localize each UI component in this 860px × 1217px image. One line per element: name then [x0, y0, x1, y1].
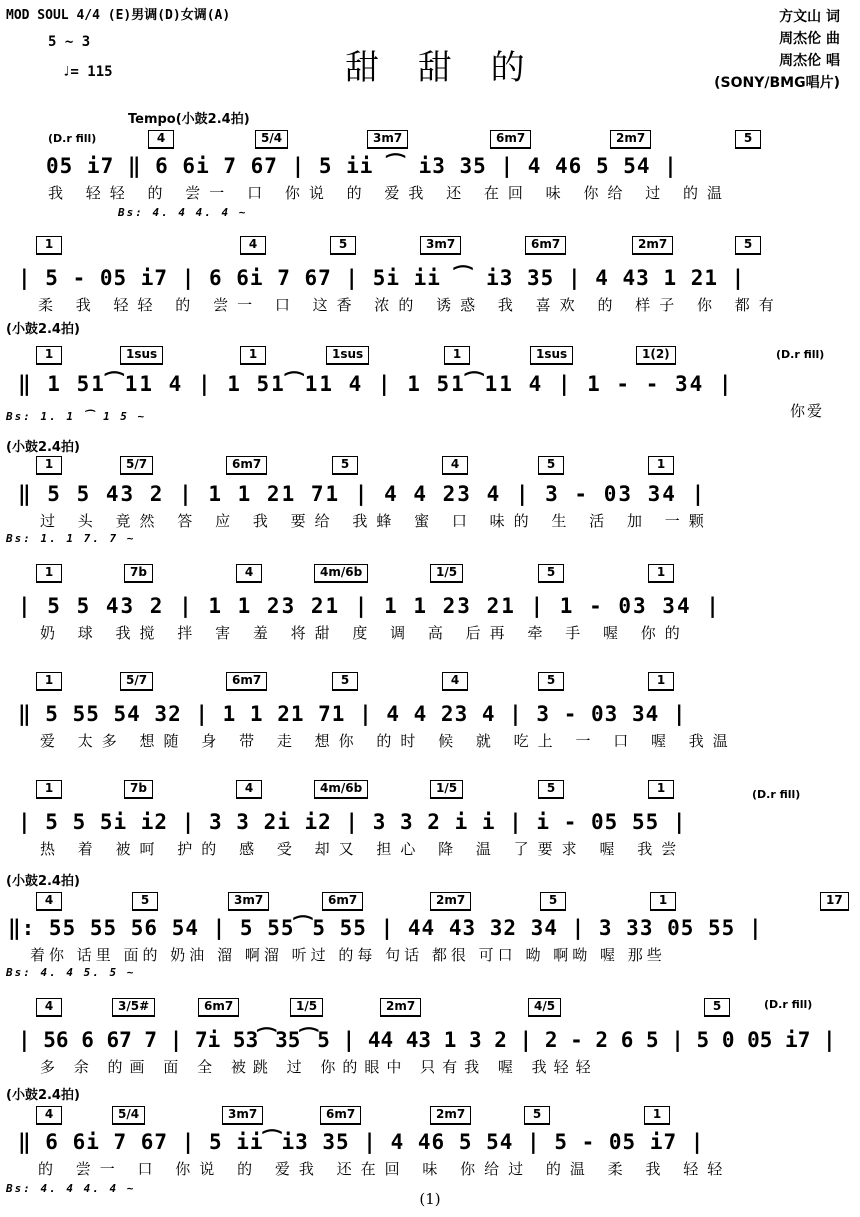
- chord-box: 3m7: [228, 892, 269, 911]
- chord-box: 4: [442, 456, 468, 475]
- chord-box: 7b: [124, 780, 153, 799]
- chord-box: 4: [442, 672, 468, 691]
- note-line: 05 i7 ‖ 6 6i 7 67 | 5 ii ⁀ i3 35 | 4 46 5 54 |: [46, 154, 678, 178]
- range-indicator: 5 ~ 3: [48, 34, 91, 50]
- score-system: [0, 870, 860, 980]
- chord-box: 1sus: [530, 346, 573, 365]
- lyric-line: 你爱: [790, 402, 825, 420]
- chord-box: 1: [648, 456, 674, 475]
- chord-box: 5: [538, 780, 564, 799]
- score-system: [0, 672, 860, 752]
- chord-box: 1: [650, 892, 676, 911]
- note-line: | 56 6 67 7 | 7i 53⁀35⁀5 | 44 43 1 3 2 | 2 - 2 6 5 | 5 0 05 i7 |: [18, 1028, 836, 1052]
- chord-box: 2m7: [610, 130, 651, 149]
- score-system: [0, 108, 860, 223]
- note-line: ‖ 5 5 43 2 | 1 1 21 71 | 4 4 23 4 | 3 - 03 34 |: [18, 482, 707, 506]
- lyric-line: 的 尝一 口 你说 的 爱我 还在回 味 你给过 的温 柔 我 轻轻: [38, 1160, 732, 1178]
- score-system: [0, 564, 860, 644]
- bass-line: Bs: 4. 4 5. 5 ~: [6, 966, 136, 979]
- bass-line: Bs: 1. 1 ⁀ 1 5 ~: [6, 410, 147, 423]
- chord-box: 5/7: [120, 456, 153, 475]
- chord-box: 2m7: [430, 1106, 471, 1125]
- bass-line: Bs: 4. 4 4. 4 ~: [6, 1182, 136, 1195]
- chord-box: 4: [148, 130, 174, 149]
- fill-marking: (D.r fill): [48, 132, 97, 145]
- chord-box: 1: [444, 346, 470, 365]
- note-line: ‖: 55 55 56 54 | 5 55⁀5 55 | 44 43 32 34 | 3 33 05 55 |: [8, 916, 763, 940]
- chord-box: 5/4: [112, 1106, 145, 1125]
- bass-line: Bs: 1. 1 7. 7 ~: [6, 532, 136, 545]
- chord-box: 4: [36, 1106, 62, 1125]
- lyric-line: 我 轻轻 的 尝一 口 你说 的 爱我 还 在回 味 你给 过 的温: [48, 184, 731, 202]
- chord-box: 5: [332, 672, 358, 691]
- chord-box: 6m7: [226, 672, 267, 691]
- section-note: (小鼓2.4拍): [6, 1088, 80, 1103]
- chord-box: 2m7: [430, 892, 471, 911]
- score-system: [0, 436, 860, 546]
- lyric-line: 着你 话里 面的 奶油 溜 啊溜 听过 的每 句话 都很 可口 呦 啊呦 喔 那些: [30, 946, 666, 964]
- lyric-line: 过 头 竟然 答 应 我 要给 我蜂 蜜 口 味的 生 活 加 一颗: [40, 512, 713, 530]
- lyric-line: 爱 太多 想随 身 带 走 想你 的时 候 就 吃上 一 口 喔 我温: [40, 732, 737, 750]
- lyric-line: 奶 球 我搅 拌 害 羞 将甜 度 调 高 后再 牵 手 喔 你的: [40, 624, 689, 642]
- note-line: | 5 5 43 2 | 1 1 23 21 | 1 1 23 21 | 1 - 03 34 |: [18, 594, 721, 618]
- lyricist-credit: 方文山 词: [779, 9, 840, 25]
- lyric-line: 柔 我 轻轻 的 尝一 口 这香 浓的 诱惑 我 喜欢 的 样子 你 都有: [38, 296, 783, 314]
- chord-box: 1: [36, 236, 62, 255]
- lyric-line: 多 余 的画 面 全 被跳 过 你的眼中 只有我 喔 我轻轻: [40, 1058, 598, 1076]
- chord-box: 1: [36, 780, 62, 799]
- note-line: ‖ 6 6i 7 67 | 5 ii⁀i3 35 | 4 46 5 54 | 5 - 05 i7 |: [18, 1130, 705, 1154]
- chord-box: 4: [36, 892, 62, 911]
- chord-box: 3m7: [367, 130, 408, 149]
- chord-box: 4: [236, 564, 262, 583]
- chord-box: 1/5: [430, 564, 463, 583]
- fill-marking: (D.r fill): [776, 348, 825, 361]
- note-line: ‖ 5 55 54 32 | 1 1 21 71 | 4 4 23 4 | 3 - 03 34 |: [18, 702, 687, 726]
- chord-box: 6m7: [322, 892, 363, 911]
- chord-box: 1: [648, 672, 674, 691]
- score-system: [0, 998, 860, 1078]
- chord-box: 1: [644, 1106, 670, 1125]
- chord-box: 5: [538, 672, 564, 691]
- chord-box: 6m7: [525, 236, 566, 255]
- chord-box: 1: [36, 672, 62, 691]
- chord-box: 2m7: [632, 236, 673, 255]
- chord-box: 1: [648, 564, 674, 583]
- chord-box: 6m7: [320, 1106, 361, 1125]
- chord-box: 5: [704, 998, 730, 1017]
- chord-box: 1: [36, 346, 62, 365]
- chord-box: 4: [236, 780, 262, 799]
- note-line: | 5 5 5i i2 | 3 3 2i i2 | 3 3 2 i i | i - 05 55 |: [18, 810, 687, 834]
- score-system: [0, 318, 860, 428]
- score-system: [0, 1084, 860, 1194]
- fill-marking: (D.r fill): [764, 998, 813, 1011]
- chord-box: 5: [132, 892, 158, 911]
- chord-box: 3m7: [420, 236, 461, 255]
- bass-line: Bs: 4. 4 4. 4 ~: [118, 206, 248, 219]
- chord-box: 5: [735, 130, 761, 149]
- chord-box: 6m7: [198, 998, 239, 1017]
- chord-box: 4m/6b: [314, 780, 368, 799]
- chord-box: 5: [538, 564, 564, 583]
- chord-box: 4: [36, 998, 62, 1017]
- chord-box: 1: [648, 780, 674, 799]
- chord-box: 4: [240, 236, 266, 255]
- chord-box: 1/5: [430, 780, 463, 799]
- song-title: 甜 甜 的: [345, 48, 539, 88]
- chord-box: 2m7: [380, 998, 421, 1017]
- chord-box: 1sus: [120, 346, 163, 365]
- chord-box: 1: [240, 346, 266, 365]
- chord-box: 3m7: [222, 1106, 263, 1125]
- chord-box: 5: [332, 456, 358, 475]
- chord-box: 1sus: [326, 346, 369, 365]
- chord-box: 6m7: [226, 456, 267, 475]
- score-system: [0, 236, 860, 316]
- chord-box: 5: [330, 236, 356, 255]
- section-note: (小鼓2.4拍): [6, 874, 80, 889]
- score-system: [0, 780, 860, 860]
- chord-box: 1: [36, 456, 62, 475]
- chord-box: 5/4: [255, 130, 288, 149]
- chord-box: 17: [820, 892, 849, 911]
- composer-credit: 周杰伦 曲: [779, 31, 840, 47]
- section-note: Tempo(小鼓2.4拍): [128, 112, 250, 127]
- chord-box: 1/5: [290, 998, 323, 1017]
- chord-box: 4m/6b: [314, 564, 368, 583]
- chord-box: 5: [735, 236, 761, 255]
- chord-box: 7b: [124, 564, 153, 583]
- chord-box: 5/7: [120, 672, 153, 691]
- tempo-marking: ♩= 115: [62, 64, 113, 80]
- style-line: MOD SOUL 4/4 (E)男调(D)女调(A): [6, 8, 231, 23]
- singer-credit: 周杰伦 唱: [779, 53, 840, 69]
- chord-box: 1: [36, 564, 62, 583]
- page-number: (1): [419, 1190, 441, 1208]
- chord-box: 6m7: [490, 130, 531, 149]
- chord-box: 1(2): [636, 346, 676, 365]
- label-credit: (SONY/BMG唱片): [714, 75, 840, 91]
- chord-box: 3/5#: [112, 998, 155, 1017]
- chord-box: 4/5: [528, 998, 561, 1017]
- note-line: | 5 - 05 i7 | 6 6i 7 67 | 5i ii ⁀ i3 35 | 4 43 1 21 |: [18, 266, 746, 290]
- chord-box: 5: [540, 892, 566, 911]
- chord-box: 5: [524, 1106, 550, 1125]
- section-note: (小鼓2.4拍): [6, 322, 80, 337]
- lyric-line: 热 着 被呵 护的 感 受 却又 担心 降 温 了要求 喔 我尝: [40, 840, 686, 858]
- chord-box: 5: [538, 456, 564, 475]
- fill-marking: (D.r fill): [752, 788, 801, 801]
- note-line: ‖ 1 51⁀11 4 | 1 51⁀11 4 | 1 51⁀11 4 | 1 - - 34 |: [18, 372, 734, 396]
- section-note: (小鼓2.4拍): [6, 440, 80, 455]
